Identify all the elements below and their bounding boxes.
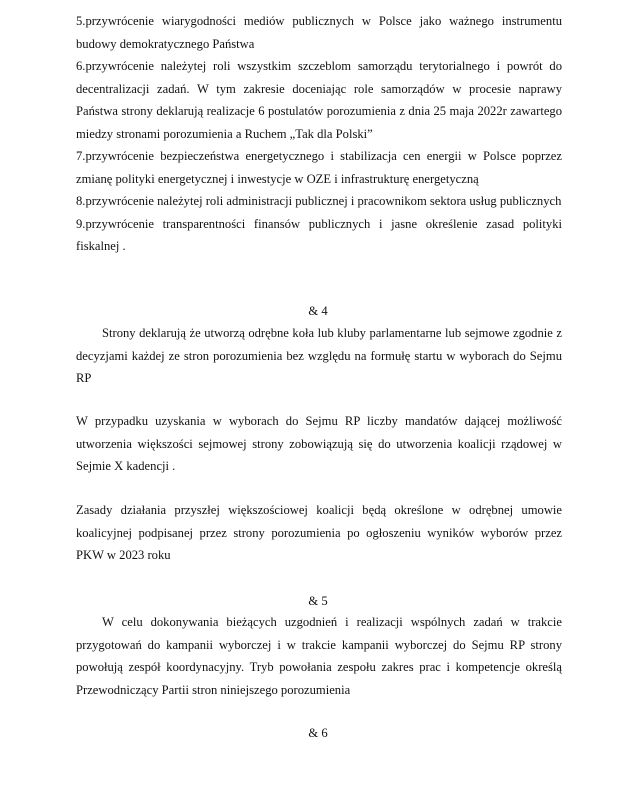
- section-heading: & 6: [308, 726, 328, 740]
- list-item: 9.przywrócenie transparentności finansów publicznych i jasne określenie zasad polityki fiskalnej .: [76, 216, 562, 253]
- section-heading: & 4: [308, 304, 328, 318]
- list-item: 6.przywrócenie należytej roli wszystkim szczeblom samorządu terytorialnego i powrót do decentralizacji zadań. W tym zakresie doceniając role samorządów w procesie naprawy Państwa strony deklarują realizacje 6 postulatów porozumienia z dnia 25 maja 2022r zawartego miedzy stronami porozumienia a Ruchem „Tak dla Polski”: [76, 59, 562, 141]
- priority-list: [76, 10, 562, 258]
- list-item: 5.przywrócenie wiarygodności mediów publicznych w Polsce jako ważnego instrumentu budowy demokratycznego Państwa: [76, 14, 562, 51]
- section-heading: & 5: [308, 594, 328, 608]
- paragraph: W przypadku uzyskania w wyborach do Sejmu RP liczby mandatów dającej możliwość utworzenia większości sejmowej strony zobowiązują się do utworzenia koalicji rządowej w Sejmie X kadencji .: [76, 414, 562, 473]
- paragraph: W celu dokonywania bieżących uzgodnień i realizacji wspólnych zadań w trakcie przygotowań do kampanii wyborczej i w trakcie kampanii wyborczej do Sejmu RP strony powołują zespół koordynacyjny. Tryb powołania zespołu zakres prac i kompetencje określą Przewodniczący Partii stron niniejszego porozumienia: [76, 615, 562, 697]
- paragraph: Strony deklarują że utworzą odrębne koła lub kluby parlamentarne lub sejmowe zgodnie z decyzjami każdej ze stron porozumienia bez względu na formułę startu w wyborach do Sejmu RP: [76, 326, 562, 385]
- list-item: 7.przywrócenie bezpieczeństwa energetycznego i stabilizacja cen energii w Polsce poprzez zmianę polityki energetycznej i inwestycje w OZE i infrastrukturę energetyczną: [76, 149, 562, 186]
- list-item: 8.przywrócenie należytej roli administracji publicznej i pracownikom sektora usług publicznych: [76, 194, 562, 208]
- paragraph: Zasady działania przyszłej większościowej koalicji będą określone w odrębnej umowie koalicyjnej podpisanej przez strony porozumienia po ogłoszeniu wyników wyborów przez PKW w 2023 roku: [76, 503, 562, 562]
